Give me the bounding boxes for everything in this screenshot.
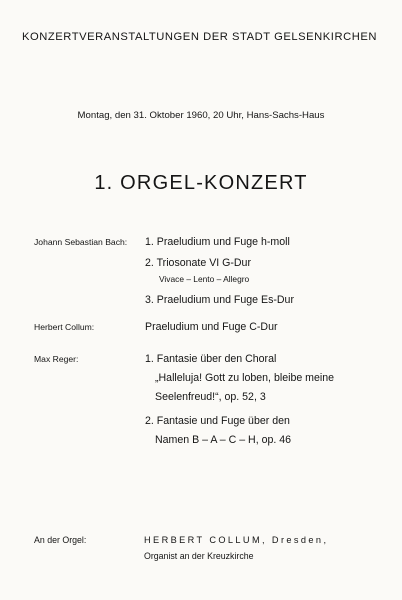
bach-piece-3: 3. Praeludium und Fuge Es-Dur <box>145 294 294 306</box>
composer-bach: Johann Sebastian Bach: <box>34 237 128 247</box>
composer-collum: Herbert Collum: <box>34 322 95 332</box>
organist-name: HERBERT COLLUM, Dresden, <box>144 535 329 545</box>
reger-piece-2-line-2: Namen B – A – C – H, op. 46 <box>155 434 292 446</box>
reger-piece-1-line-2: „Halleluja! Gott zu loben, bleibe meine <box>155 372 335 384</box>
organist-role: Organist an der Kreuzkirche <box>144 551 254 561</box>
organizer-header: KONZERTVERANSTALTUNGEN DER STADT GELSENKIRCHEN <box>22 31 377 43</box>
collum-piece-1: Praeludium und Fuge C-Dur <box>145 321 278 333</box>
bach-piece-1: 1. Praeludium und Fuge h-moll <box>145 236 290 248</box>
bach-piece-2-tempi: Vivace – Lento – Allegro <box>159 274 250 284</box>
composer-reger: Max Reger: <box>34 354 79 364</box>
reger-piece-1-line-1: 1. Fantasie über den Choral <box>145 353 277 365</box>
date-and-venue: Montag, den 31. Oktober 1960, 20 Uhr, Hans-Sachs-Haus <box>77 110 325 121</box>
reger-piece-1-line-3: Seelenfreud!“, op. 52, 3 <box>155 391 266 403</box>
concert-title: 1. ORGEL-KONZERT <box>94 172 308 194</box>
organ-label: An der Orgel: <box>34 535 87 545</box>
bach-piece-2: 2. Triosonate VI G-Dur <box>145 257 251 269</box>
reger-piece-2-line-1: 2. Fantasie und Fuge über den <box>145 415 290 427</box>
